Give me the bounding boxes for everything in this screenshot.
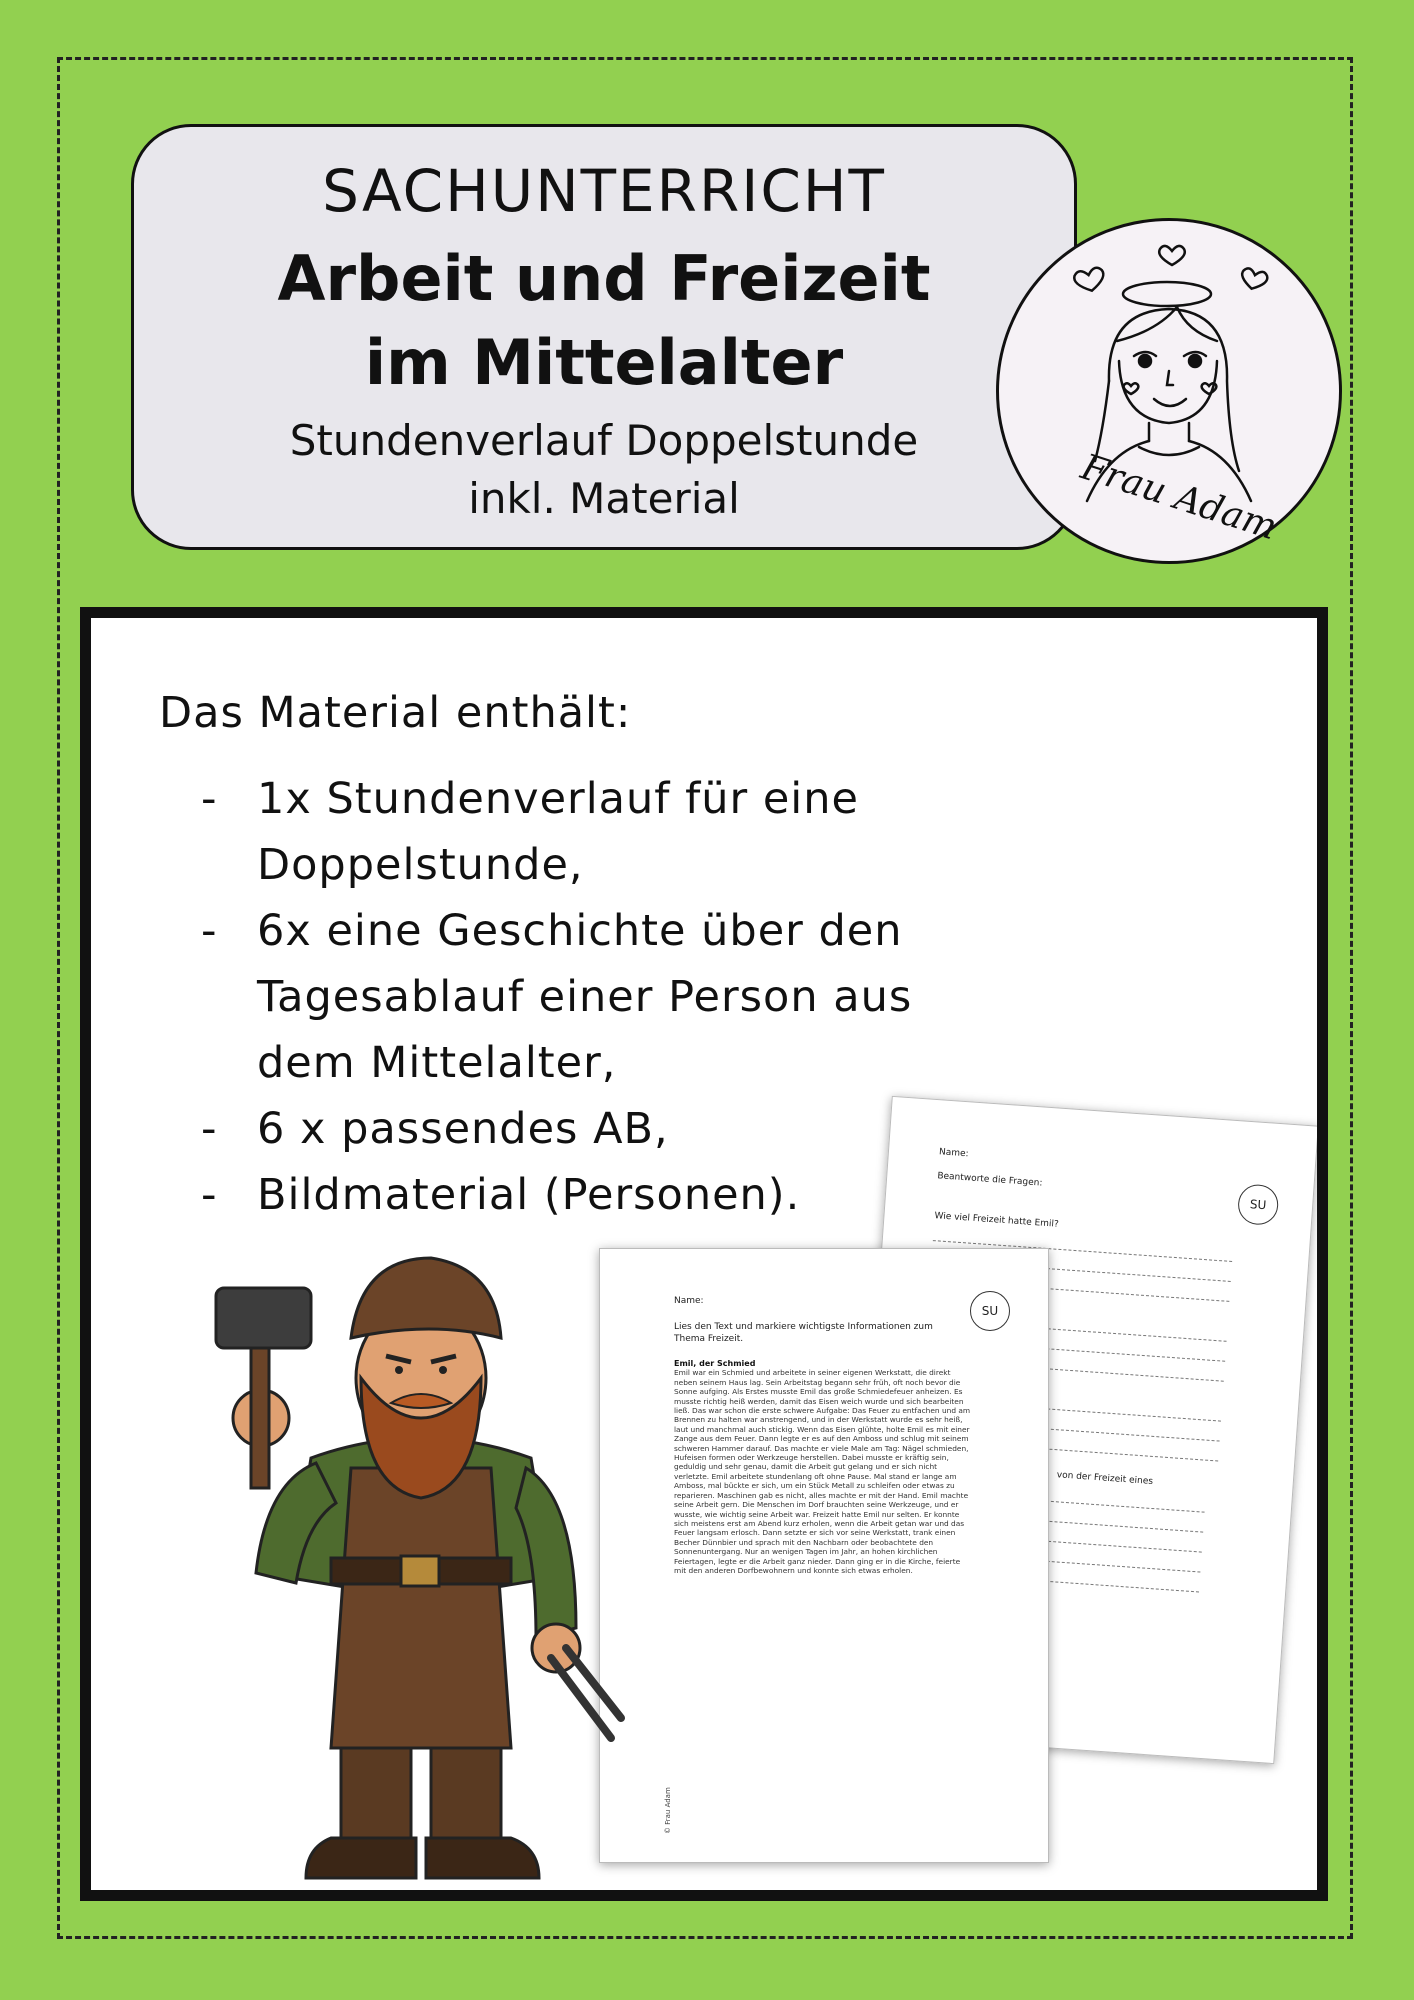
material-list xyxy=(201,766,1001,1228)
story-text: Emil war ein Schmied und arbeitete in seiner eigenen Werkstatt, die direkt neben seinem Haus lag. Sein Arbeitstag begann sehr früh, oft noch bevor die Sonne aufging. Als Erstes musste Emil das große Schmiedefeuer anheizen. Es musste richtig heiß werden, damit das Eisen weich wurde und sich bearbeiten ließ. Das war schon die erste schwere Aufgabe: Das Feuer zu entfachen und am Brennen zu halten war anstrengend, und in der Werkstatt wurde es sehr heiß, laut und manchmal auch stickig. Wenn das Eisen glühte, holte Emil es mit einer Zange aus dem Feuer. Dann legte er es auf den Amboss und schlug mit seinem schweren Hammer darauf. Das machte er viele Male am Tag: Nägel schmieden, Hufeisen formen oder Werkzeuge herstellen. Dabei musste er kräftig sein, geduldig und sehr genau, damit die Arbeit gut gelang und er sich nicht verletzte. Emil arbeitete stundenlang oft ohne Pause. Mal stand er lange am Amboss, mal bückte er sich, um ein Stück Metall zu schleifen oder etwas zu reparieren. Maschinen gab es nicht, alles machte er mit der Hand. Emil machte seine Arbeit gern. Die Menschen im Dorf brauchten seine Werkzeuge, und er wusste, wie wichtig seine Arbeit war. Freizeit hatte Emil nur selten. Er konnte sich meistens erst am Abend kurz erholen, wenn die Arbeit getan war und das Feuer langsam erlosch. Dann setzte er sich vor seine Werkstatt, trank einen Becher Dünnbier und sprach mit den Nachbarn oder beobachtete den Sonnenuntergang. Nur an wenigen Tagen im Jahr, an hohen kirchlichen Feiertagen, legte er die Arbeit ganz nieder. Dann ging er in die Kirche, feierte mit den anderen Dorfbewohnern und konnte sich etwas erholen. xyxy=(674,1368,971,1575)
story-title: Emil, der Schmied xyxy=(674,1359,756,1368)
su-badge: SU xyxy=(970,1291,1010,1331)
worksheet-instruction: Beantworte die Fragen: xyxy=(936,1171,1043,1189)
logo-signature: Frau Adam xyxy=(1076,446,1282,549)
subtitle-line-1: Stundenverlauf Doppelstunde xyxy=(289,416,919,465)
list-item: - 1x Stundenverlauf für eine Doppelstunde, xyxy=(201,766,1001,898)
material-heading: Das Material enthält: xyxy=(159,688,632,738)
name-label: Name: xyxy=(938,1147,969,1160)
subtitle xyxy=(134,412,1074,528)
content-panel xyxy=(80,607,1328,1901)
worksheet-instruction: Lies den Text und markiere wichtigste Informationen zum Thema Freizeit. xyxy=(674,1322,933,1344)
su-badge: SU xyxy=(1237,1183,1280,1226)
title-box xyxy=(131,124,1077,550)
list-item: - 6x eine Geschichte über den Tagesablauf einer Person aus dem Mittelalter, xyxy=(201,898,1001,1096)
subject-label: SACHUNTERRICHT xyxy=(322,157,886,225)
title-line-2: im Mittelalter xyxy=(364,326,844,399)
name-label: Name: xyxy=(674,1296,704,1306)
author-logo xyxy=(996,218,1342,564)
page-title xyxy=(134,237,1074,405)
list-item: - 6 x passendes AB, xyxy=(201,1096,1001,1162)
blacksmith-illustration xyxy=(191,1228,651,1901)
question-1: Wie viel Freizeit hatte Emil? xyxy=(934,1211,1060,1230)
question-fragment: von der Freizeit eines xyxy=(1056,1470,1154,1487)
worksheet-preview-front xyxy=(599,1248,1049,1863)
subtitle-line-2: inkl. Material xyxy=(468,474,740,523)
title-line-1: Arbeit und Freizeit xyxy=(277,242,931,315)
list-item: - Bildmaterial (Personen). xyxy=(201,1162,1001,1228)
story-text-block xyxy=(674,1359,974,1575)
copyright-note: © Frau Adam xyxy=(664,1787,672,1834)
